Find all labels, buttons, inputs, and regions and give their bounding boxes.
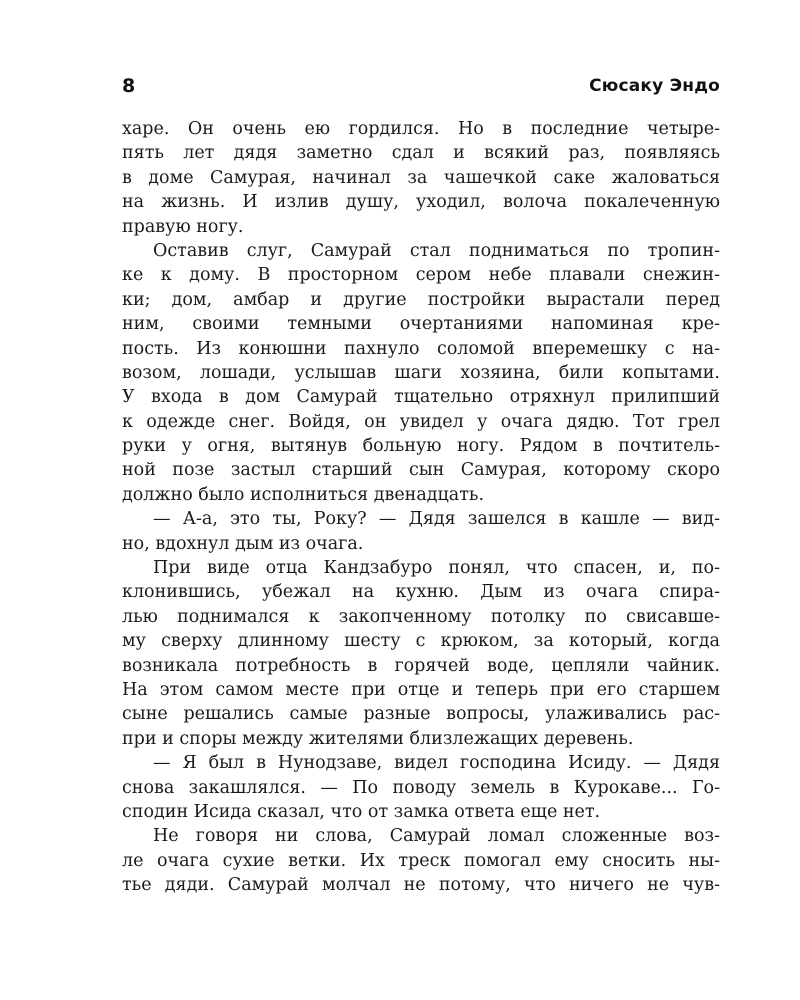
text-line: ной позе застыл старший сын Самурая, которому скоро [122,460,720,481]
text-line: руки у огня, вытянув больную ногу. Рядом в почтитель- [122,436,720,457]
text-line: ке к дому. В просторном сером небе плавали снежин- [122,265,720,286]
text-line: Оставив слуг, Самурай стал подниматься по тропин- [153,240,720,261]
text-line: правую ногу. [122,216,244,237]
text-line: ки; дом, амбар и другие постройки вырастали перед [122,289,720,310]
text-line: ним, своими темными очертаниями напоминая кре- [122,314,720,335]
text-line: возом, лошади, услышав шаги хозяина, били копытами. [122,362,720,383]
text-line: возникала потребность в горячей воде, цепляли чайник. [122,655,720,676]
text-line: к одежде снег. Войдя, он увидел у очага дядю. Тот грел [122,411,720,432]
text-line: пять лет дядя заметно сдал и всякий раз, появляясь [122,143,720,164]
text-line: снова закашлялся. — По поводу земель в Курокаве... Го- [122,777,720,798]
text-line: При виде отца Кандзабуро понял, что спасен, и, по- [153,558,720,579]
text-line: клонившись, убежал на кухню. Дым из очага спира- [122,582,720,603]
body-text [122,117,720,898]
text-line: пость. Из конюшни пахнуло соломой вперемешку с на- [122,338,720,359]
text-line: сыне решались самые разные вопросы, улаживались рас- [122,704,720,725]
text-line: Не говоря ни слова, Самурай ломал сложенные воз- [153,826,720,847]
text-line: в доме Самурая, начинал за чашечкой саке жаловаться [122,167,720,188]
page-header [122,73,720,103]
running-head-author: Сюсаку Эндо [589,76,720,96]
text-line: должно было исполниться двенадцать. [122,484,485,505]
text-line: му сверху длинному шесту с крюком, за который, когда [122,631,720,652]
text-line: — А-а, это ты, Року? — Дядя зашелся в кашле — вид- [153,509,720,530]
text-line: тье дяди. Самурай молчал не потому, что ничего не чув- [122,875,720,896]
text-line: ле очага сухие ветки. Их треск помогал ему сносить ны- [122,850,720,871]
text-line: харе. Он очень ею гордился. Но в последние четыре- [122,119,720,139]
text-line: сподин Исида сказал, что от замка ответа еще нет. [122,801,601,822]
text-line: лью поднимался к закопченному потолку по свисавше- [122,606,720,627]
text-line: на жизнь. И излив душу, уходил, волоча покалеченную [122,192,720,213]
page-number: 8 [122,75,136,97]
text-line: У входа в дом Самурай тщательно отряхнул прилипший [122,387,720,408]
text-line: На этом самом месте при отце и теперь при его старшем [122,679,720,700]
text-line: но, вдохнул дым из очага. [122,533,364,554]
text-line: — Я был в Нунодзаве, видел господина Исиду. — Дядя [153,753,720,774]
text-line: при и споры между жителями близлежащих деревень. [122,728,634,749]
